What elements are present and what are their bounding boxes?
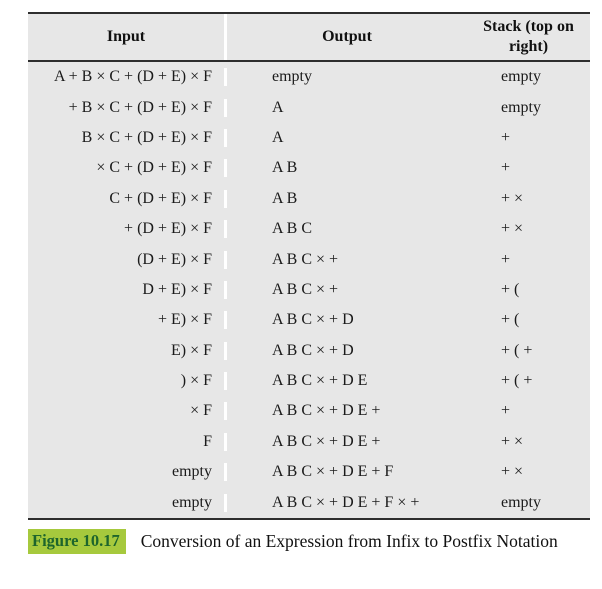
output-cell: A B C × + D E + <box>272 432 381 450</box>
table-body <box>28 62 590 518</box>
output-cell: A B <box>272 159 298 177</box>
output-cell: A <box>272 98 284 116</box>
table-row <box>28 214 590 244</box>
stack-cell: + <box>501 159 511 177</box>
output-cell: A B <box>272 189 298 207</box>
input-cell: ) × F <box>28 372 227 390</box>
figure-number-label: Figure 10.17 <box>28 529 126 554</box>
stack-cell: + × <box>501 189 524 207</box>
input-cell: (D + E) × F <box>28 251 227 269</box>
output-cell: A B C × + <box>272 250 339 268</box>
column-header-stack <box>467 14 590 60</box>
table-row <box>28 427 590 457</box>
input-cell: F <box>28 433 227 451</box>
table-row <box>28 305 590 335</box>
output-cell: A B C × + D E <box>272 372 368 390</box>
table-header-row <box>28 14 590 60</box>
stack-cell: + × <box>501 432 524 450</box>
input-cell: B × C + (D + E) × F <box>28 129 227 147</box>
stack-cell: empty <box>501 68 541 86</box>
stack-cell: + <box>501 128 511 146</box>
stack-cell: + ( <box>501 280 520 298</box>
column-header-stack-label: Stack (top on right) <box>483 18 574 55</box>
input-cell: C + (D + E) × F <box>28 190 227 208</box>
table-row <box>28 184 590 214</box>
stack-cell: + <box>501 402 511 420</box>
output-cell: A B C × + D E + F × + <box>272 493 420 511</box>
input-cell: + E) × F <box>28 311 227 329</box>
input-cell: empty <box>28 463 227 481</box>
input-cell: + B × C + (D + E) × F <box>28 99 227 117</box>
table-row <box>28 336 590 366</box>
input-cell: A + B × C + (D + E) × F <box>28 68 227 86</box>
input-cell: empty <box>28 494 227 512</box>
stack-cell: + ( + <box>501 372 533 390</box>
stack-cell: empty <box>501 98 541 116</box>
output-cell: A <box>272 128 284 146</box>
stack-cell: + <box>501 250 511 268</box>
input-cell: × C + (D + E) × F <box>28 159 227 177</box>
input-cell: E) × F <box>28 342 227 360</box>
table-row <box>28 62 590 92</box>
table-row <box>28 244 590 274</box>
table-row <box>28 275 590 305</box>
output-cell: A B C × + <box>272 280 339 298</box>
column-header-output: Output <box>322 28 372 45</box>
column-header-input: Input <box>28 14 227 60</box>
input-cell: × F <box>28 402 227 420</box>
table-row <box>28 366 590 396</box>
table-row <box>28 123 590 153</box>
output-cell: empty <box>272 68 312 86</box>
stack-cell: + ( + <box>501 341 533 359</box>
stack-cell: empty <box>501 493 541 511</box>
table-bottom-rule <box>28 518 590 520</box>
output-cell: A B C × + D <box>272 341 354 359</box>
stack-cell: + × <box>501 463 524 481</box>
input-cell: D + E) × F <box>28 281 227 299</box>
stack-cell: + ( <box>501 311 520 329</box>
table-row <box>28 487 590 517</box>
table-row <box>28 92 590 122</box>
figure-caption-text: Conversion of an Expression from Infix to Postfix Notation <box>140 531 558 551</box>
output-cell: A B C × + D E + F <box>272 463 394 481</box>
table-row <box>28 153 590 183</box>
output-cell: A B C × + D <box>272 311 354 329</box>
stack-cell: + × <box>501 220 524 238</box>
table-row <box>28 396 590 426</box>
infix-to-postfix-table <box>28 12 590 520</box>
input-cell: + (D + E) × F <box>28 220 227 238</box>
output-cell: A B C × + D E + <box>272 402 381 420</box>
table-row <box>28 457 590 487</box>
figure-caption <box>28 529 558 554</box>
output-cell: A B C <box>272 220 313 238</box>
